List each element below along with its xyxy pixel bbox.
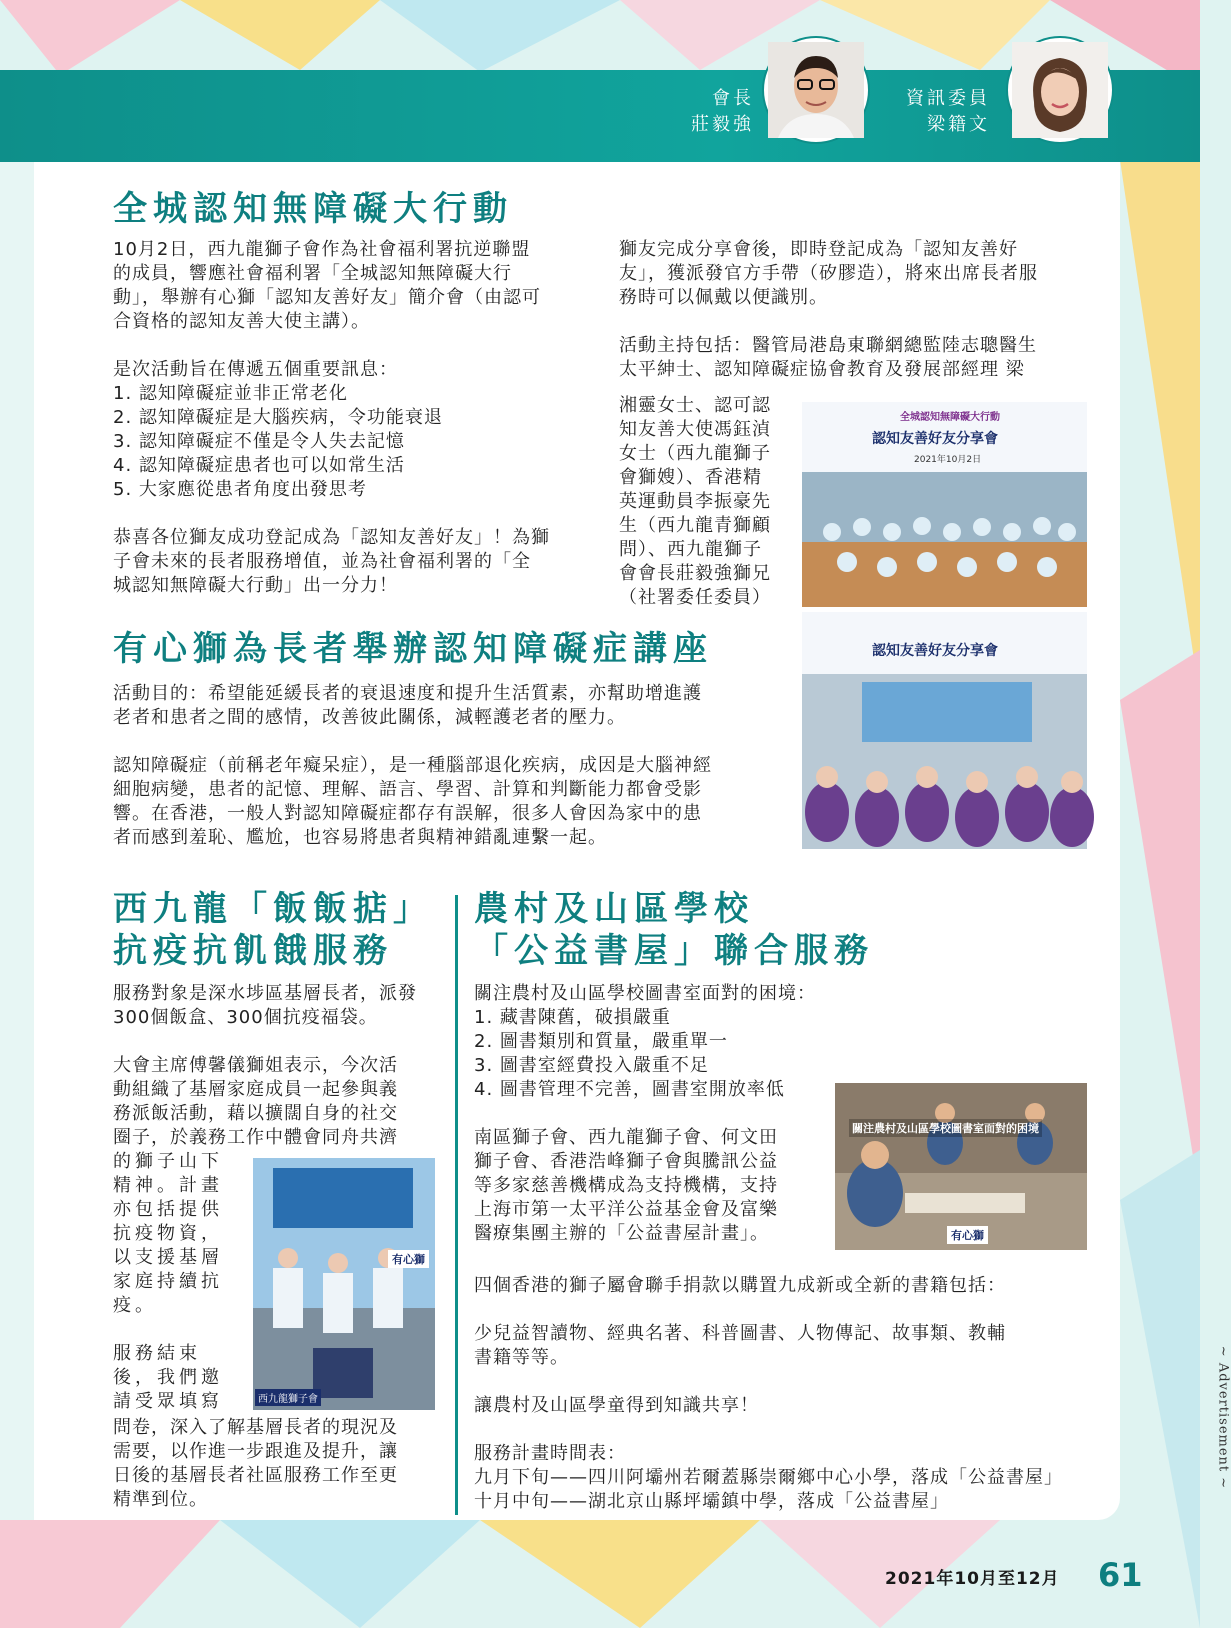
title-line1: 農村及山區學校 [474,889,754,929]
photo-caption: 關注農村及山區學校圖書室面對的困境 [849,1119,1042,1137]
section-title-dementia-campaign: 全城認知無障礙大行動 [113,189,513,229]
section1-right-narrow-text: 湘靈女士、認可認 知友善大使馮鈺湞 女士（西九龍獅子 會獅嫂）、香港精 英運動員李振豪先 生（西九龍青獅顧 問）、西九龍獅子 會會長莊毅強獅兄 （社署委任委員） [619,395,771,608]
section-title-dementia-talk: 有心獅為長者舉辦認知障礙症講座 [113,629,713,669]
title-line2: 「公益書屋」聯合服務 [474,931,874,971]
advertisement-label: ~ Advertisement ~ [1215,1345,1231,1490]
photo-caption-title: 認知友善好友分享會 [872,643,998,659]
section2-text: 活動目的：希望能延緩長者的衰退速度和提升生活質素，亦幫助增進護 老者和患者之間的感情，改善彼此關係，減輕護老者的壓力。 認知障礙症（前稱老年癡呆症），是一種腦部退化疾病，成因是大腦神經 細胞病變，患者的記憶、理解、語言、學習、計算和判斷能力都會受影 響。在香港，一般人對認知障礙症都存有誤解，很多人會因為家中的患 者而感到羞恥、尷尬，也容易將患者與精神錯亂連繫一起。 [113,683,712,848]
issue-date: 2021年10月至12月 [885,1569,1060,1589]
photo-logo: 有心獅 [947,1226,988,1244]
photo-elderly-talk [802,612,1087,849]
section3-text-2: 問卷，深入了解基層長者的現況及 需要，以作進一步跟進及提升，讓 日後的基層長者社區服務工作至更 精準到位。 [113,1417,398,1510]
photo-caption: 西九龍獅子會 [255,1389,321,1406]
avatar-president [764,38,868,142]
section3-text-1: 服務對象是深水埗區基層長者，派發 300個飯盒、300個抗疫福袋。 大會主席傅馨儀獅姐表示，今次活 動組織了基層家庭成員一起參與義 務派飯活動，藉以擴闊自身的社交 圈子，於義務工作中體會同舟共濟 [113,983,417,1148]
section4-text-top: 關注農村及山區學校圖書室面對的困境： 1. 藏書陳舊，破損嚴重 2. 圖書類別和質量，嚴重單一 3. 圖書室經費投入嚴重不足 4. 圖書管理不完善，圖書室開放率低 南區獅子會、西九龍獅子會、何文田 獅子會、香港浩峰獅子會與騰訊公益 等多家慈善機構成為支持機構，支持 上海市第一太平洋公益基金會及富樂 醫療集團主辦的「公益書屋計畫」。 [474,983,816,1244]
photo-rural-school-library [835,1083,1087,1250]
column-divider [455,895,458,1515]
officer-info [880,86,990,138]
avatar-info-officer [1008,38,1112,142]
officer-role: 資訊委員 [906,88,990,109]
officer-president [650,86,754,138]
title-line2: 抗疫抗飢餓服務 [113,931,393,971]
officer-name: 梁籍文 [927,114,990,135]
section3-text-narrow: 的獅子山下 精神。計畫 亦包括提供 抗疫物資， 以支援基層 家庭持續抗 疫。 服務結束 後，我們邀 請受眾填寫 [113,1151,223,1412]
section-title-book-house [474,888,874,972]
section1-right-text: 獅友完成分享會後，即時登記成為「認知友善好 友」，獲派發官方手帶（矽膠造），將來出席長者服 務時可以佩戴以便識別。 活動主持包括：醫管局港島東聯網總監陸志聰醫生 太平紳士、認知障礙症協會教育及發展部經理 梁 [619,239,1038,380]
section-title-meal-service [113,888,433,972]
officer-role: 會長 [712,88,754,109]
photo-logo: 有心獅 [388,1250,429,1268]
photo-caption-date: 2021年10月2日 [914,455,982,465]
page-number: 61 [1098,1556,1143,1594]
section1-left-text: 10月2日，西九龍獅子會作為社會福利署抗逆聯盟 的成員，響應社會福利署「全城認知無障礙大行 動」，舉辦有心獅「認知友善好友」簡介會（由認可 合資格的認知友善大使主講）。 是次活動旨在傳遞五個重要訊息： 1. 認知障礙症並非正常老化 2. 認知障礙症是大腦疾病，令功能衰退 3. 認知障礙症不僅是令人失去記憶 4. 認知障礙症患者也可以如常生活 5. 大家應從患者角度出發思考 恭喜各位獅友成功登記成為「認知友善好友」！為獅 子會未來的長者服務增值，並為社會福利署的「全 城認知無障礙大行動」出一分力！ [113,239,550,596]
section4-text-bottom: 四個香港的獅子屬會聯手捐款以購置九成新或全新的書籍包括： 少兒益智讀物、經典名著、科普圖書、人物傳記、故事類、教輔 書籍等等。 讓農村及山區學童得到知識共享！ 服務計畫時間表： 九月下旬——四川阿壩州若爾蓋縣崇爾鄉中心小學，落成「公益書屋」 十月中旬——湖北京山縣坪壩鎮中學，落成「公益書屋」 [474,1275,1063,1512]
photo-caption-title: 認知友善好友分享會 [872,431,998,447]
photo-banner-text: 全城認知無障礙大行動 [900,412,1000,423]
title-line1: 西九龍「飯飯掂」 [113,889,433,929]
photo-dementia-share-session [802,402,1087,607]
officer-name: 莊毅強 [691,114,754,135]
photo-meal-distribution [253,1158,435,1410]
